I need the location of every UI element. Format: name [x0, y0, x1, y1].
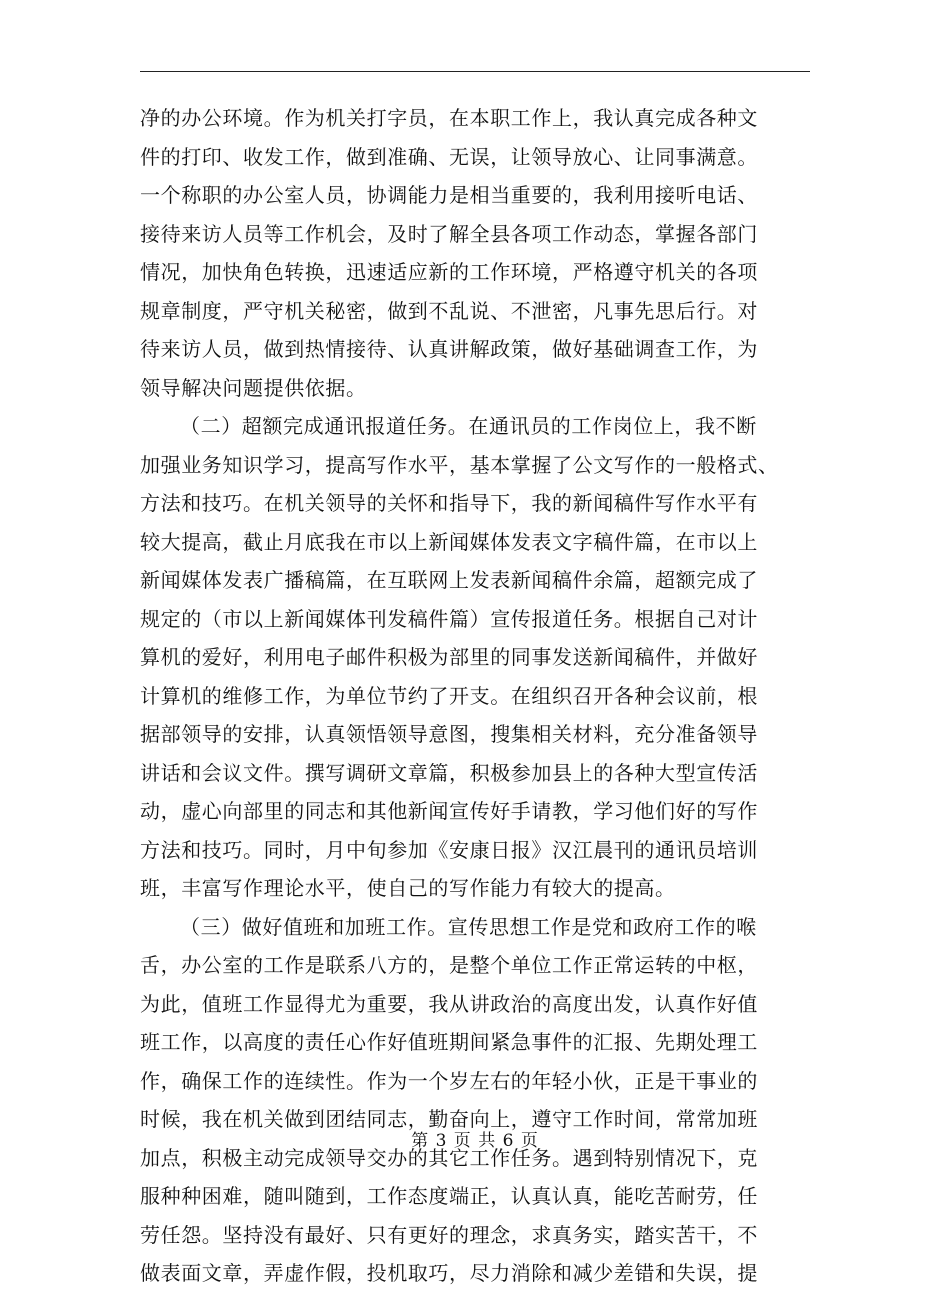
text-line: 据部领导的安排，认真领悟领导意图，搜集相关材料，充分准备领导 — [140, 722, 758, 746]
text-line: 件的打印、收发工作，做到准确、无误，让领导放心、让同事满意。 — [140, 144, 758, 169]
text-line: 一个称职的办公室人员，协调能力是相当重要的，我利用接听电话、 — [140, 183, 758, 207]
text-line: 时候，我在机关做到团结同志，勤奋向上，遵守工作时间，常常加班 — [140, 1107, 758, 1131]
text-line: 新闻媒体发表广播稿篇，在互联网上发表新闻稿件余篇，超额完成了 — [140, 568, 758, 592]
text-line: 情况，加快角色转换，迅速适应新的工作环境，严格遵守机关的各项 — [140, 260, 758, 284]
text-line: 领导解决问题提供依据。 — [140, 375, 367, 400]
text-line: 班，丰富写作理论水平，使自己的写作能力有较大的提高。 — [140, 876, 676, 900]
text-line: 算机的爱好，利用电子邮件积极为部里的同事发送新闻稿件，并做好 — [140, 645, 758, 669]
text-line: 动，虚心向部里的同志和其他新闻宣传好手请教，学习他们好的写作 — [140, 799, 758, 823]
text-line: 讲话和会议文件。撰写调研文章篇，积极参加县上的各种大型宣传活 — [140, 760, 758, 785]
text-line: 较大提高，截止月底我在市以上新闻媒体发表文字稿件篇，在市以上 — [140, 529, 758, 554]
text-line: 方法和技巧。在机关领导的关怀和指导下，我的新闻稿件写作水平有 — [140, 491, 758, 515]
header-rule — [140, 71, 810, 72]
page-number-footer: 第 3 页 共 6 页 — [411, 1131, 539, 1151]
text-line: 规定的（市以上新闻媒体刊发稿件篇）宣传报道任务。根据自己对计 — [140, 606, 758, 631]
text-line: 舌，办公室的工作是联系八方的，是整个单位工作正常运转的中枢， — [140, 953, 758, 977]
text-line: （三）做好值班和加班工作。宣传思想工作是党和政府工作的喉 — [180, 914, 757, 939]
body-text — [140, 99, 820, 1293]
text-line: 接待来访人员等工作机会，及时了解全县各项工作动态，掌握各部门 — [140, 221, 758, 246]
text-line: 劳任怨。坚持没有最好、只有更好的理念，求真务实，踏实苦干，不 — [140, 1222, 758, 1247]
text-line: 计算机的维修工作，为单位节约了开支。在组织召开各种会议前，根 — [140, 683, 758, 708]
text-line: 方法和技巧。同时，月中旬参加《安康日报》汉江晨刊的通讯员培训 — [140, 837, 758, 862]
text-line: 做表面文章，弄虚作假，投机取巧，尽力消除和减少差错和失误，提 — [140, 1261, 758, 1285]
text-line: 加点，积极主动完成领导交办的其它工作任务。遇到特别情况下，克 — [140, 1145, 758, 1170]
text-line: 待来访人员，做到热情接待、认真讲解政策，做好基础调查工作，为 — [140, 337, 758, 361]
text-line: 服种种困难，随叫随到，工作态度端正，认真认真，能吃苦耐劳，任 — [140, 1184, 758, 1208]
text-line: 加强业务知识学习，提高写作水平，基本掌握了公文写作的一般格式、 — [140, 452, 779, 477]
text-line: 为此，值班工作显得尤为重要，我从讲政治的高度出发，认真作好值 — [140, 991, 758, 1016]
text-line: 班工作，以高度的责任心作好值班期间紧急事件的汇报、先期处理工 — [140, 1030, 758, 1054]
text-line: 净的办公环境。作为机关打字员，在本职工作上，我认真完成各种文 — [140, 106, 758, 130]
text-line: 作，确保工作的连续性。作为一个岁左右的年轻小伙，正是干事业的 — [140, 1068, 758, 1093]
text-line: 规章制度，严守机关秘密，做到不乱说、不泄密，凡事先思后行。对 — [140, 298, 758, 323]
text-line: （二）超额完成通讯报道任务。在通讯员的工作岗位上，我不断 — [180, 414, 757, 438]
